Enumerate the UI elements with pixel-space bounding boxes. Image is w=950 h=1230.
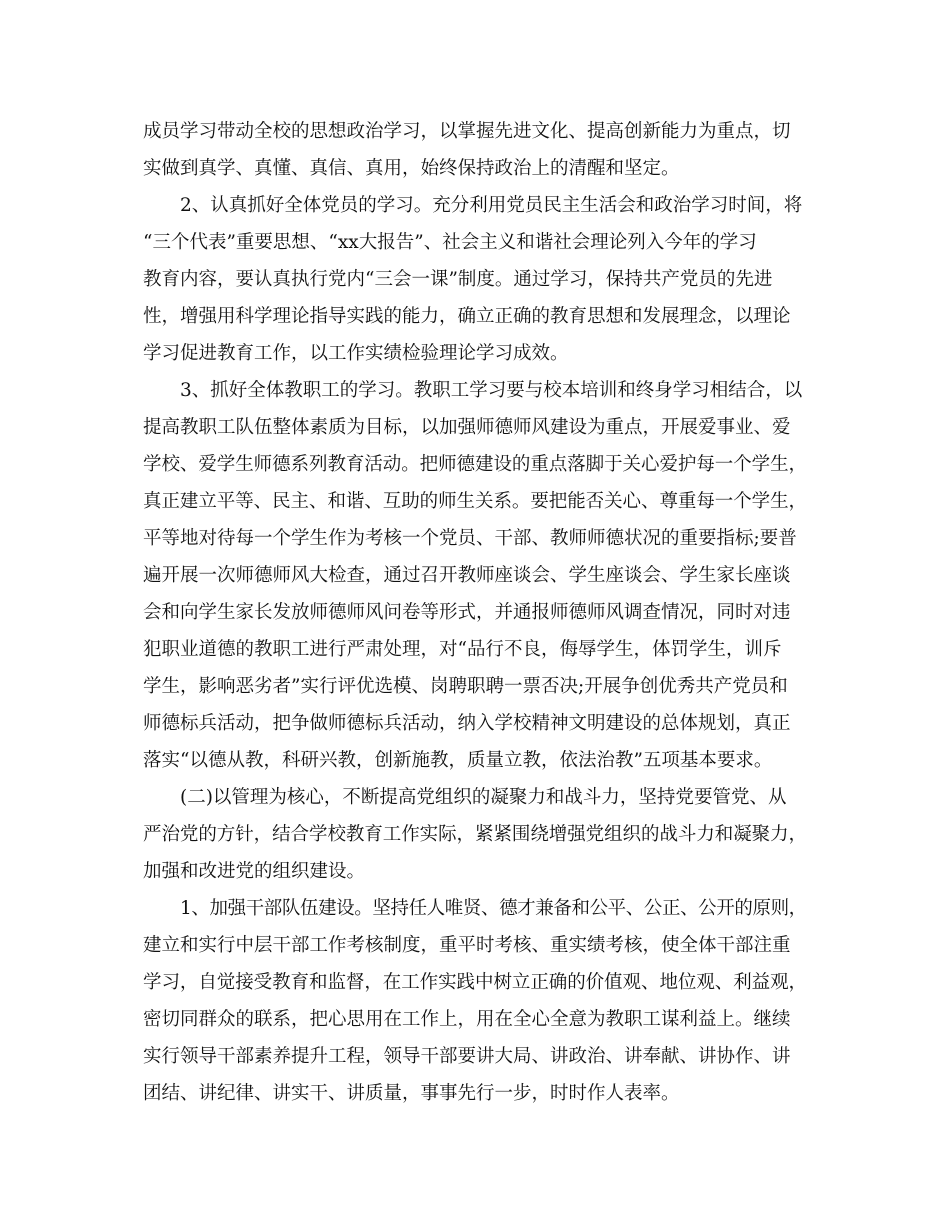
text-line: 学习促进教育工作，以工作实绩检验理论学习成效。 [143,343,569,364]
text-line: 教育内容，要认真执行党内“三会一课”制度。通过学习，保持共产党员的先进 [143,269,773,290]
text-line: 成员学习带动全校的思想政治学习，以掌握先进文化、提高创新能力为重点，切 [143,121,791,142]
text-line: 提高教职工队伍整体素质为目标，以加强师德师风建设为重点，开展爱事业、爱 [143,417,791,438]
paragraph-start-line: 2、认真抓好全体党员的学习。充分利用党员民主生活会和政治学习时间，将 [180,195,803,216]
text-line: 学生，影响恶劣者”实行评优选模、岗聘职聘一票否决;开展争创优秀共产党员和 [143,676,788,697]
paragraph-start-line: 1、加强干部队伍建设。坚持任人唯贤、德才兼备和公平、公正、公开的原则， [180,898,807,919]
text-line: 学校、爱学生师德系列教育活动。把师德建设的重点落脚于关心爱护每一个学生， [143,454,808,475]
text-line: 密切同群众的联系，把心思用在工作上，用在全心全意为教职工谋利益上。继续 [143,1009,791,1030]
text-line: 建立和实行中层干部工作考核制度，重平时考核、重实绩考核，使全体干部注重 [143,935,791,956]
text-line: 会和向学生家长发放师德师风问卷等形式，并通报师德师风调查情况，同时对违 [143,602,791,623]
text-line: 落实“以德从教，科研兴教，创新施教，质量立教，依法治教”五项基本要求。 [143,750,773,771]
text-line: 加强和改进党的组织建设。 [143,861,366,882]
text-line: 团结、讲纪律、讲实干、讲质量，事事先行一步，时时作人表率。 [143,1083,680,1104]
document-body [143,113,807,1112]
text-line: 平等地对待每一个学生作为考核一个党员、干部、教师师德状况的重要指标;要普 [143,528,797,549]
text-line: 遍开展一次师德师风大检查，通过召开教师座谈会、学生座谈会、学生家长座谈 [143,565,791,586]
text-line: 性，增强用科学理论指导实践的能力，确立正确的教育思想和发展理念，以理论 [143,306,791,327]
text-line: 学习，自觉接受教育和监督，在工作实践中树立正确的价值观、地位观、利益观， [143,972,808,993]
paragraph-start-line: 3、抓好全体教职工的学习。教职工学习要与校本培训和终身学习相结合，以 [180,380,803,401]
text-line: 实行领导干部素养提升工程，领导干部要讲大局、讲政治、讲奉献、讲协作、讲 [143,1046,791,1067]
text-line: 师德标兵活动，把争做师德标兵活动，纳入学校精神文明建设的总体规划，真正 [143,713,791,734]
text-line: “三个代表”重要思想、“xx大报告”、社会主义和谐社会理论列入今年的学习 [143,232,757,253]
text-line: 严治党的方针，结合学校教育工作实际，紧紧围绕增强党组织的战斗力和凝聚力， [143,824,808,845]
text-line: 犯职业道德的教职工进行严肃处理，对“品行不良，侮辱学生，体罚学生，训斥 [143,639,782,660]
text-line: 实做到真学、真懂、真信、真用，始终保持政治上的清醒和坚定。 [143,158,680,179]
text-line: 真正建立平等、民主、和谐、互助的师生关系。要把能否关心、尊重每一个学生， [143,491,808,512]
paragraph-start-line: (二)以管理为核心，不断提高党组织的凝聚力和战斗力，坚持党要管党、从 [180,787,787,808]
